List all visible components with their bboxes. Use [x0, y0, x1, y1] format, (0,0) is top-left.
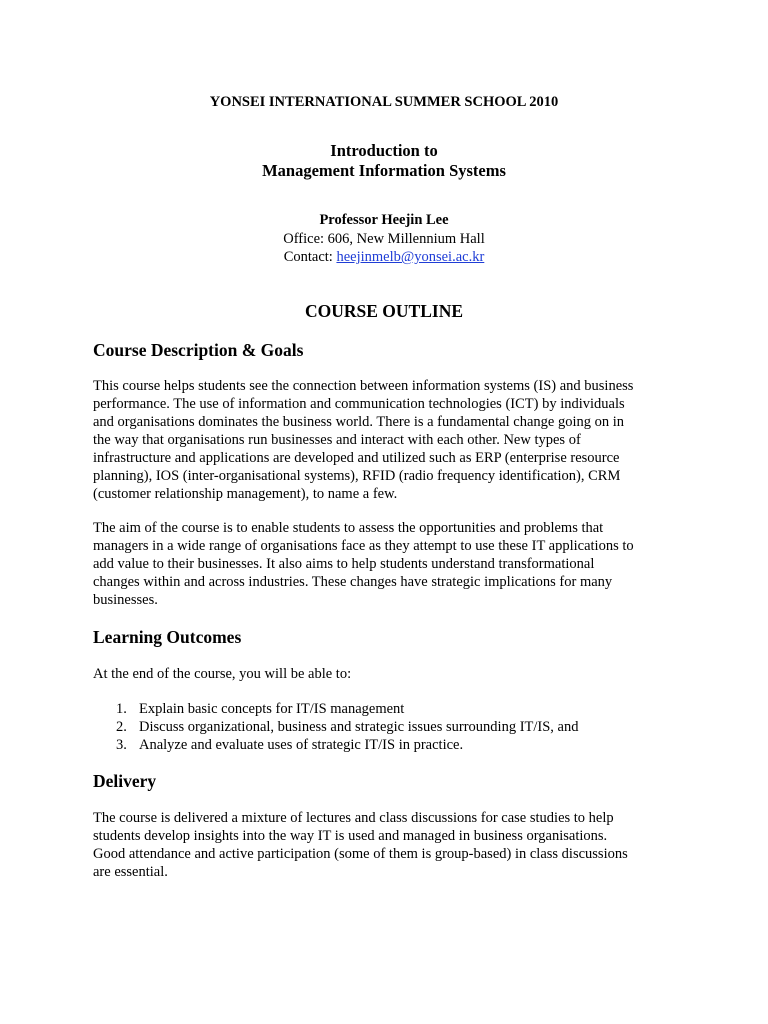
paragraph-line: businesses.: [93, 592, 158, 608]
paragraph-line: managers in a wide range of organisations face as they attempt to use these IT applications to: [93, 538, 634, 554]
paragraph-line: infrastructure and applications are developed and utilized such as ERP (enterprise resource: [93, 450, 620, 466]
paragraph-line: changes within and across industries. These changes have strategic implications for many: [93, 574, 613, 590]
outcomes-intro: At the end of the course, you will be able to:: [93, 666, 352, 682]
paragraph-line: performance. The use of information and communication technologies (ICT) by individuals: [93, 396, 625, 412]
list-item: [93, 718, 579, 736]
paragraph-line: The course is delivered a mixture of lectures and class discussions for case studies to help: [93, 810, 614, 826]
email-link[interactable]: heejinmelb@yonsei.ac.kr: [336, 249, 485, 265]
contact-label: Contact:: [283, 249, 337, 265]
list-item-text: Analyze and evaluate uses of strategic IT/IS in practice.: [139, 737, 464, 753]
list-item-text: Discuss organizational, business and strategic issues surrounding IT/IS, and: [139, 719, 579, 735]
delivery-heading: Delivery: [93, 771, 157, 791]
school-title: YONSEI INTERNATIONAL SUMMER SCHOOL 2010: [209, 94, 559, 110]
contact-info: [0, 248, 768, 267]
paragraph-line: Good attendance and active participation (some of them is group-based) in class discussions: [93, 846, 628, 862]
paragraph-line: This course helps students see the connection between information systems (IS) and business: [93, 378, 634, 394]
outcomes-list: [93, 700, 579, 754]
professor-name: Professor Heejin Lee: [319, 212, 449, 228]
paragraph-line: and organisations dominates the business world. There is a fundamental change going on in: [93, 414, 625, 430]
paragraph-line: the way that organisations run businesses and interact with each other. New types of: [93, 432, 581, 448]
description-heading: Course Description & Goals: [93, 340, 304, 360]
outcomes-heading: Learning Outcomes: [93, 627, 242, 647]
paragraph-line: planning), IOS (inter-organisational systems), RFID (radio frequency identification), CRM: [93, 468, 621, 484]
list-item-number: 1.: [116, 701, 127, 717]
list-item-number: 2.: [116, 719, 127, 735]
list-item: [93, 736, 579, 754]
course-title: [0, 141, 768, 181]
professor-info: [0, 211, 768, 267]
delivery-paragraph: [93, 809, 683, 881]
description-paragraph-2: [93, 519, 683, 609]
paragraph-line: are essential.: [93, 864, 168, 880]
course-title-line-1: Introduction to: [330, 141, 438, 160]
paragraph-line: (customer relationship management), to name a few.: [93, 486, 398, 502]
list-item-number: 3.: [116, 737, 127, 753]
outline-title: COURSE OUTLINE: [304, 301, 464, 321]
course-title-line-2: Management Information Systems: [262, 161, 506, 180]
description-paragraph-1: [93, 377, 683, 503]
list-item: [93, 700, 579, 718]
list-item-text: Explain basic concepts for IT/IS management: [139, 701, 405, 717]
paragraph-line: add value to their businesses. It also aims to help students understand transformational: [93, 556, 595, 572]
paragraph-line: The aim of the course is to enable students to assess the opportunities and problems that: [93, 520, 604, 536]
paragraph-line: students develop insights into the way IT is used and managed in business organisations.: [93, 828, 608, 844]
office-info: Office: 606, New Millennium Hall: [283, 230, 485, 247]
